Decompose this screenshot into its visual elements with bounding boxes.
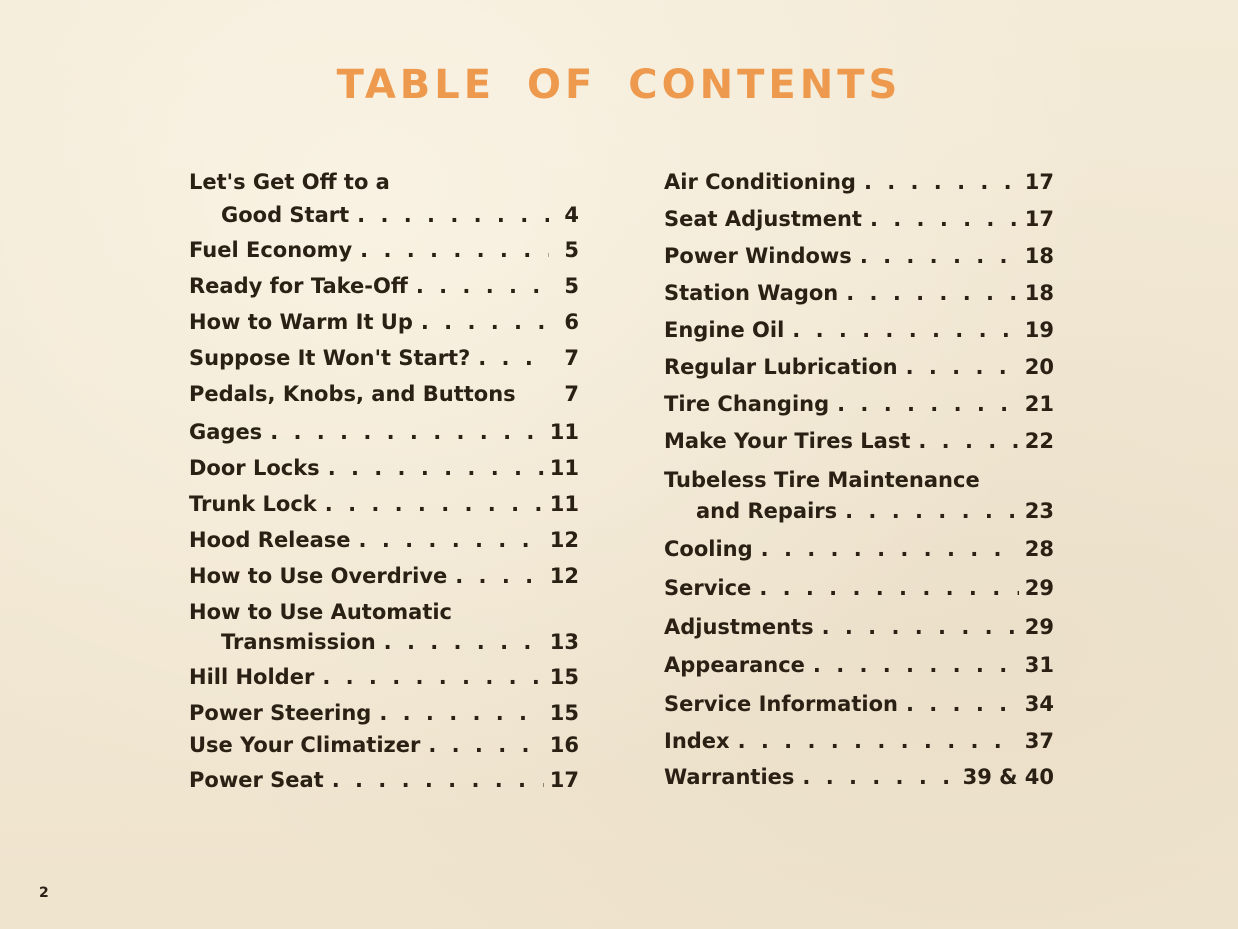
toc-entry-page: 39 & 40 [962,765,1054,789]
toc-entry-title: Gages [189,420,263,444]
toc-entry-power-seat[interactable] [189,766,579,794]
toc-entry-title: Suppose It Won't Start? [189,346,471,370]
toc-entry-page: 11 [549,456,579,480]
toc-entry-title: Regular Lubrication [664,355,898,379]
leader-dots [761,535,1019,563]
leader-dots [360,236,549,264]
toc-entry-service-information[interactable] [664,690,1054,718]
leader-dots [792,316,1018,344]
toc-entry-pedals-knobs-buttons[interactable] [189,380,579,408]
toc-entry-power-steering[interactable] [189,699,579,727]
leader-dots [379,699,543,727]
toc-entry-page: 29 [1024,576,1054,600]
toc-entry-page: 19 [1024,318,1054,342]
toc-entry-page: 17 [1024,207,1054,231]
leader-dots [384,628,544,656]
toc-entry-page: 29 [1024,615,1054,639]
leader-dots [837,390,1019,418]
toc-entry-title: Service [664,576,752,600]
toc-entry-title: Warranties [664,765,795,789]
toc-entry-service[interactable] [664,574,1054,602]
toc-entry-page: 16 [549,733,579,757]
toc-entry-page: 15 [549,665,579,689]
toc-entry-title: Trunk Lock [189,492,317,516]
leader-dots [802,763,956,791]
toc-entry-wont-start[interactable] [189,344,579,372]
toc-entry-page: 13 [549,630,579,654]
toc-entry-title: Service Information [664,692,898,716]
toc-entry-power-windows[interactable] [664,242,1054,270]
toc-entry-title: Power Windows [664,244,852,268]
toc-entry-title: Pedals, Knobs, and Buttons [189,382,516,406]
toc-entry-page: 34 [1024,692,1054,716]
toc-entry-title: Engine Oil [664,318,785,342]
toc-entry-title: How to Warm It Up [189,310,413,334]
toc-entry-title-cont: and Repairs [696,499,838,523]
toc-entry-page: 15 [549,701,579,725]
page-title: TABLE OF CONTENTS [336,62,902,108]
leader-dots [738,727,1019,755]
toc-entry-title: Air Conditioning [664,170,856,194]
toc-entry-page: 11 [549,492,579,516]
toc-entry-title: How to Use Automatic [189,600,453,624]
toc-entry-title: Station Wagon [664,281,839,305]
toc-entry-door-locks[interactable] [189,454,579,482]
toc-entry-page: 21 [1024,392,1054,416]
leader-dots [322,663,543,691]
toc-entry-title: Seat Adjustment [664,207,862,231]
toc-entry-fuel-economy[interactable] [189,236,579,264]
toc-entry-page: 7 [564,382,579,406]
leader-dots [357,201,549,229]
leader-dots [864,168,1019,196]
leader-dots [846,279,1019,307]
toc-entry-title: Make Your Tires Last [664,429,911,453]
leader-dots [759,574,1018,602]
toc-entry-page: 18 [1024,244,1054,268]
toc-entry-page: 37 [1024,729,1054,753]
toc-entry-title: Fuel Economy [189,238,353,262]
toc-entry-title: Door Locks [189,456,320,480]
toc-entry-page: 11 [549,420,579,444]
toc-entry-page: 20 [1024,355,1054,379]
toc-entry-warranties[interactable] [664,763,1054,791]
toc-entry-page: 7 [564,346,579,370]
leader-dots [455,562,544,590]
toc-entry-page: 18 [1024,281,1054,305]
toc-entry-title: Cooling [664,537,753,561]
toc-entry-gages[interactable] [189,418,579,446]
toc-entry-page: 12 [549,528,579,552]
leader-dots [918,427,1018,455]
leader-dots [813,651,1019,679]
toc-entry-title: Power Steering [189,701,372,725]
toc-entry-page: 17 [549,768,579,792]
toc-entry-page: 4 [564,203,579,227]
toc-entry-title: Ready for Take-Off [189,274,408,298]
leader-dots [845,497,1019,525]
toc-entry-title-cont: Transmission [221,630,376,654]
toc-entry-engine-oil[interactable] [664,316,1054,344]
toc-entry-title: Tire Changing [664,392,830,416]
toc-entry-title-cont: Good Start [221,203,350,227]
leader-dots [416,272,549,300]
toc-entry-page: 23 [1024,499,1054,523]
page-number: 2 [39,885,49,901]
leader-dots [421,308,549,336]
toc-entry-overdrive[interactable] [189,562,579,590]
toc-entry-hill-holder[interactable] [189,663,579,691]
toc-entry-page: 12 [549,564,579,588]
toc-entry-page: 28 [1024,537,1054,561]
leader-dots [860,242,1019,270]
toc-entry-title: Adjustments [664,615,814,639]
toc-entry-trunk-lock[interactable] [189,490,579,518]
toc-entry-page: 17 [1024,170,1054,194]
leader-dots [822,613,1019,641]
toc-entry-title: Hill Holder [189,665,315,689]
toc-entry-title: Hood Release [189,528,351,552]
toc-entry-title: Use Your Climatizer [189,733,421,757]
toc-entry-tires-last[interactable] [664,427,1054,455]
toc-entry-station-wagon[interactable] [664,279,1054,307]
toc-entry-title: Appearance [664,653,805,677]
toc-entry-air-conditioning[interactable] [664,168,1054,196]
toc-entry-title: Index [664,729,730,753]
toc-entry-title: Tubeless Tire Maintenance [664,468,980,492]
leader-dots [478,344,549,372]
toc-entry-automatic-transmission[interactable] [189,598,579,656]
toc-entry-page: 5 [564,274,579,298]
leader-dots [906,690,1019,718]
toc-entry-title: Let's Get Off to a [189,170,390,194]
toc-entry-lets-get-off[interactable] [189,168,579,229]
toc-entry-cooling[interactable] [664,535,1054,563]
toc-entry-regular-lubrication[interactable] [664,353,1054,381]
toc-entry-page: 22 [1024,429,1054,453]
leader-dots [328,454,544,482]
leader-dots [906,353,1019,381]
toc-entry-tubeless-tire[interactable] [664,466,1054,525]
leader-dots [359,526,544,554]
toc-entry-hood-release[interactable] [189,526,579,554]
toc-entry-climatizer[interactable] [189,731,579,759]
toc-entry-title: Power Seat [189,768,324,792]
toc-entry-title: How to Use Overdrive [189,564,448,588]
toc-entry-page: 31 [1024,653,1054,677]
leader-dots [325,490,544,518]
toc-entry-warm-it-up[interactable] [189,308,579,336]
toc-entry-seat-adjustment[interactable] [664,205,1054,233]
leader-dots [270,418,544,446]
toc-entry-page: 6 [564,310,579,334]
leader-dots [332,766,544,794]
toc-entry-adjustments[interactable] [664,613,1054,641]
leader-dots [870,205,1019,233]
leader-dots [428,731,543,759]
toc-entry-page: 5 [564,238,579,262]
toc-entry-ready-for-takeoff[interactable] [189,272,579,300]
toc-entry-tire-changing[interactable] [664,390,1054,418]
toc-entry-index[interactable] [664,727,1054,755]
toc-entry-appearance[interactable] [664,651,1054,679]
